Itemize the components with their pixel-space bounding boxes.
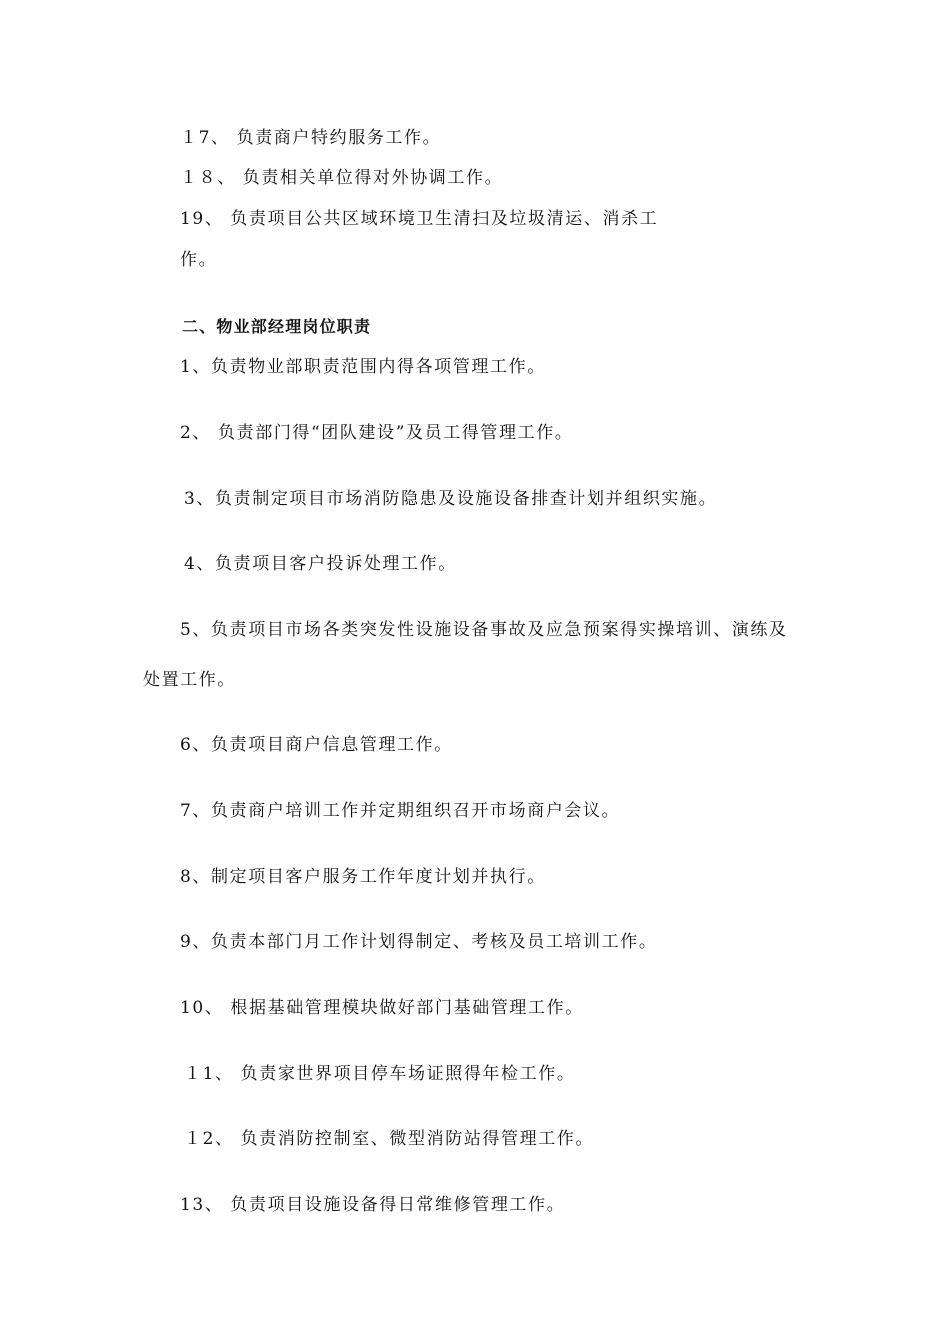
- list-item-19: 19、 负责项目公共区域环境卫生清扫及垃圾清运、消杀工: [180, 209, 659, 229]
- list-item-11: １1、 负责家世界项目停车场证照得年检工作。: [184, 1064, 576, 1084]
- list-item-3: 3、负责制定项目市场消防隐患及设施设备排查计划并组织实施。: [184, 489, 718, 509]
- list-item-7: 7、负责商户培训工作并定期组织召开市场商户会议。: [180, 801, 621, 821]
- list-item-17: １7、 负责商户特约服务工作。: [180, 128, 442, 148]
- list-item-2: 2、 负责部门得“团队建设”及员工得管理工作。: [180, 423, 574, 443]
- list-item-4: 4、负责项目客户投诉处理工作。: [184, 554, 457, 574]
- section-heading: 二、物业部经理岗位职责: [182, 317, 372, 336]
- list-item-10: 10、 根据基础管理模块做好部门基础管理工作。: [180, 998, 584, 1018]
- list-item-18: １８、 负责相关单位得对外协调工作。: [180, 168, 504, 188]
- list-item-19-continued: 作。: [180, 250, 218, 270]
- list-item-9: 9、负责本部门月工作计划得制定、考核及员工培训工作。: [180, 932, 658, 952]
- list-item-5: 5、负责项目市场各类突发性设施设备事故及应急预案得实操培训、演练及: [180, 620, 788, 640]
- list-item-12: １2、 负责消防控制室、微型消防站得管理工作。: [184, 1129, 595, 1149]
- list-item-1: 1、负责物业部职责范围内得各项管理工作。: [180, 357, 546, 377]
- list-item-13: 13、 负责项目设施设备得日常维修管理工作。: [180, 1195, 566, 1215]
- list-item-6: 6、负责项目商户信息管理工作。: [180, 735, 453, 755]
- list-item-8: 8、制定项目客户服务工作年度计划并执行。: [180, 867, 546, 887]
- list-item-5-continued: 处置工作。: [143, 670, 236, 690]
